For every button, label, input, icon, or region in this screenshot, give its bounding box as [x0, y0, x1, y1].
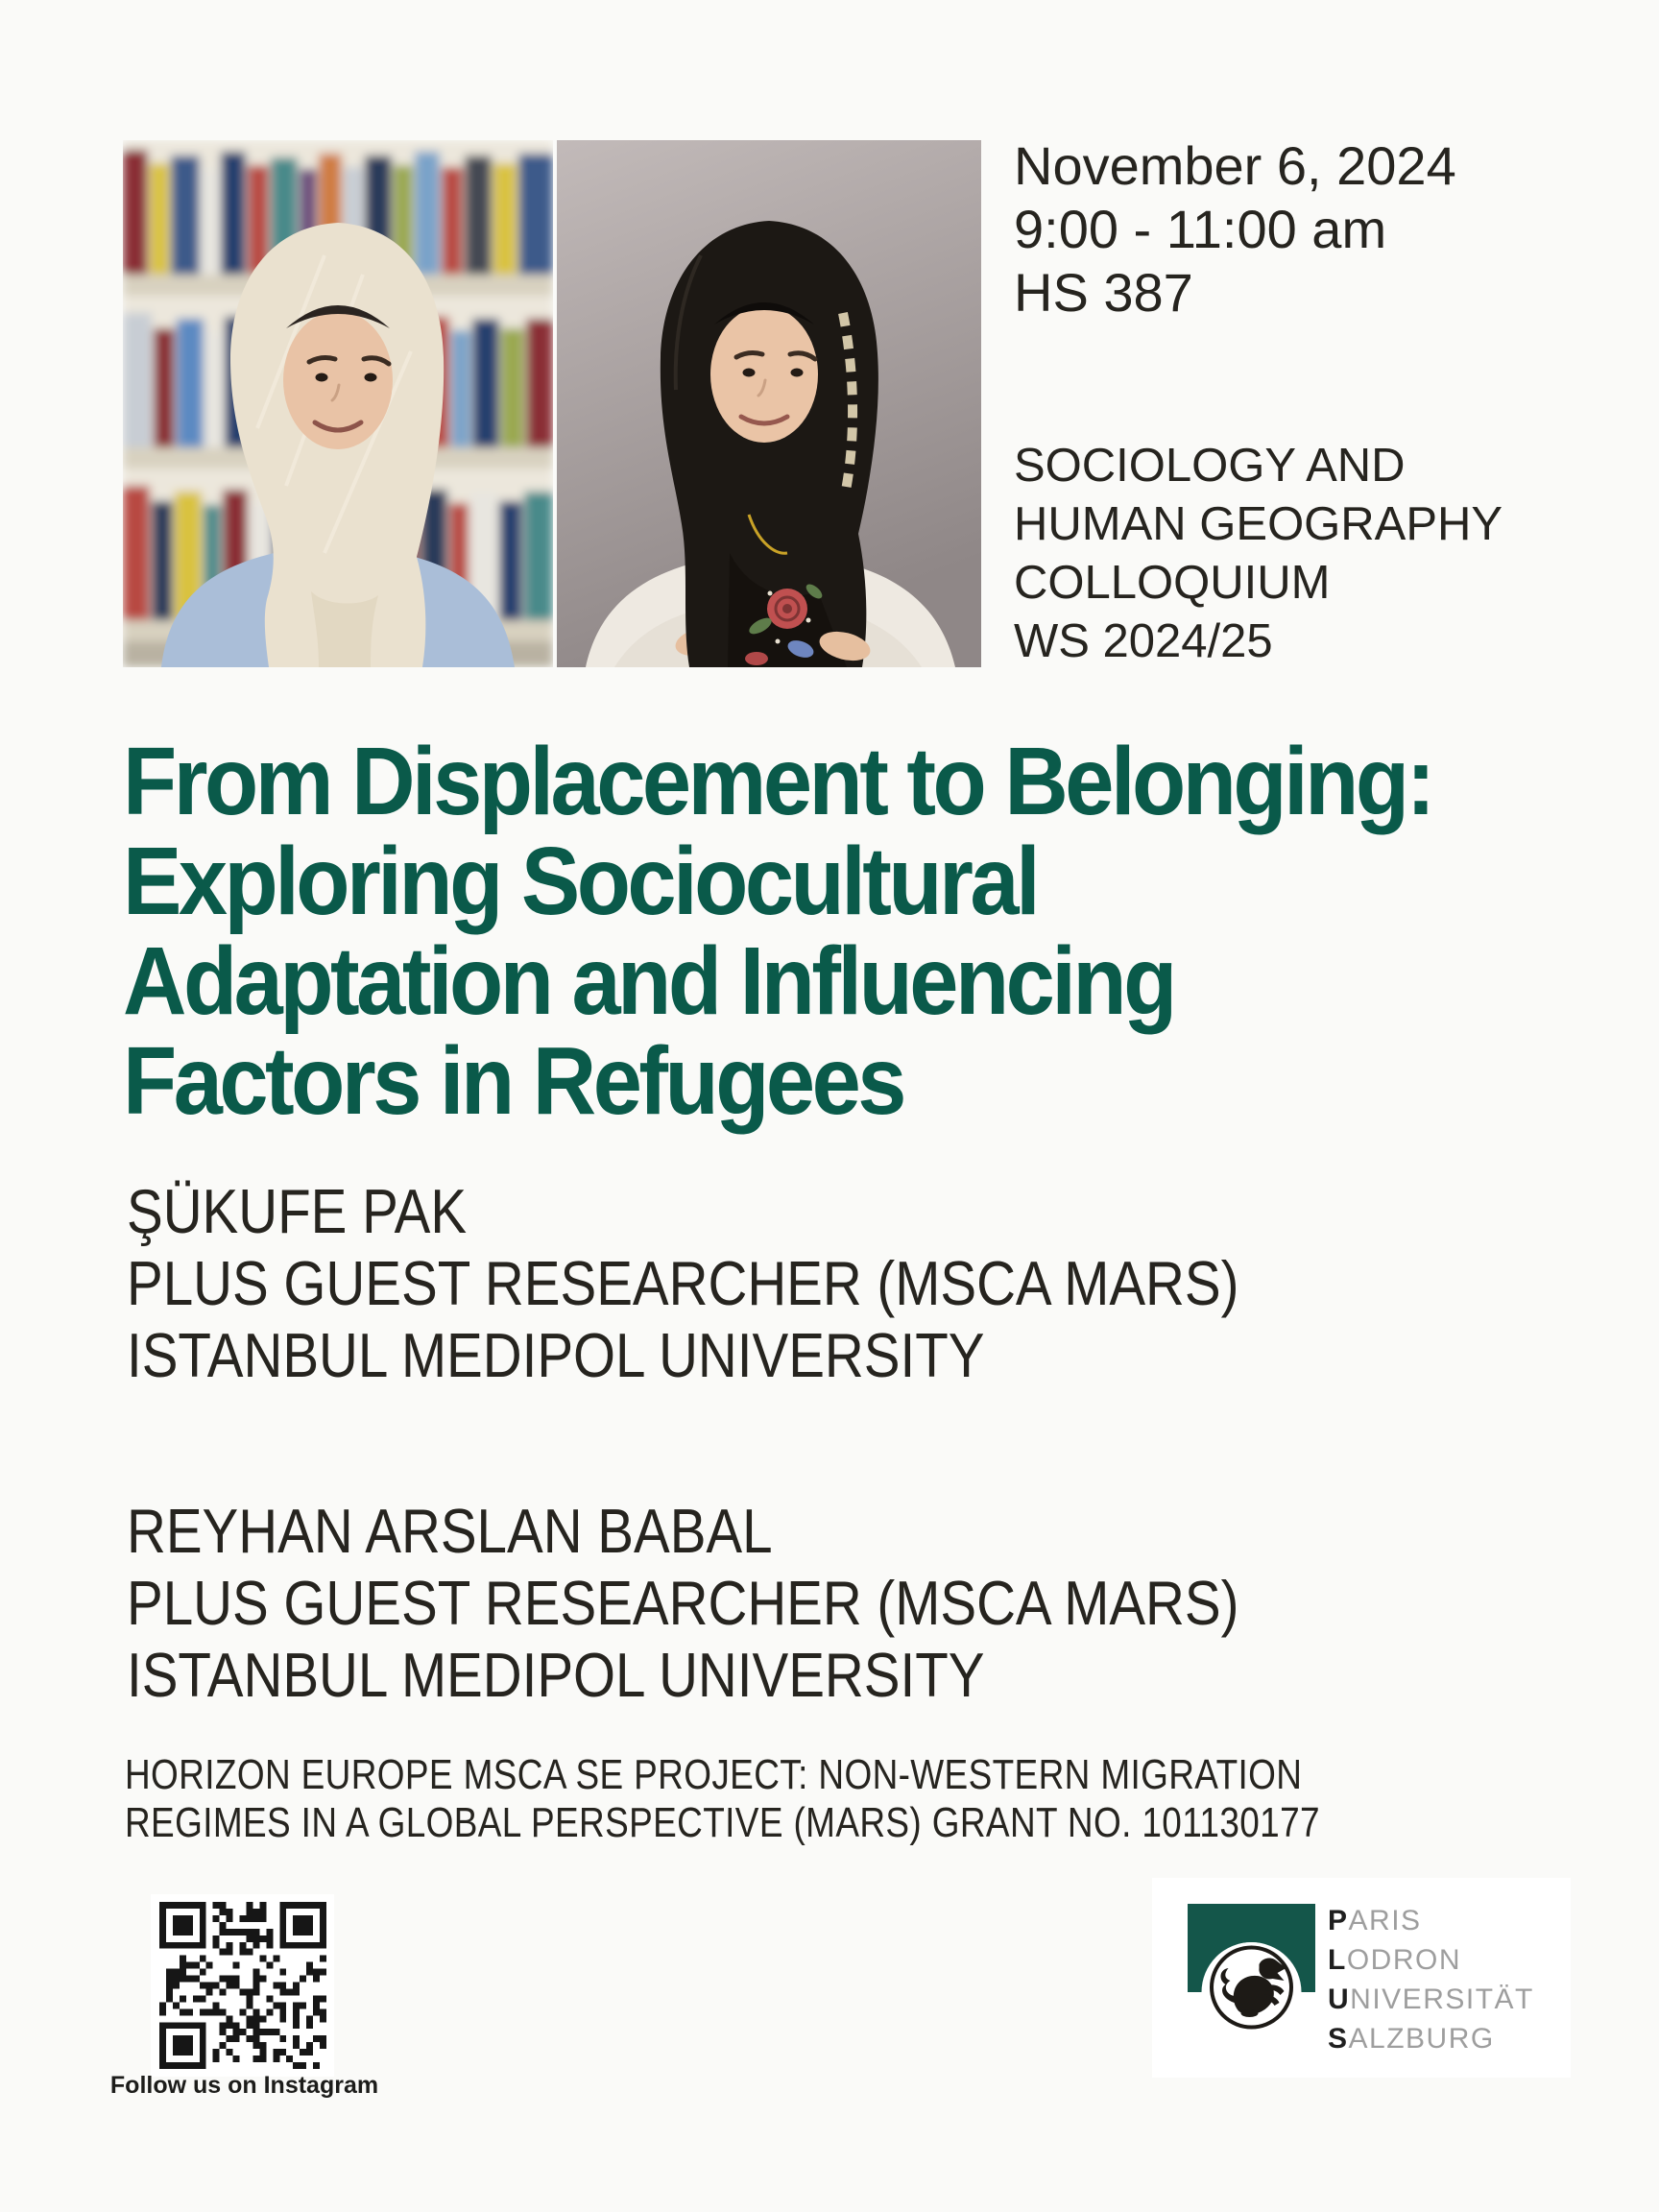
logo-line: LODRON: [1328, 1944, 1461, 1976]
speaker-2-affiliation: ISTANBUL MEDIPOL UNIVERSITY: [127, 1640, 985, 1710]
series-line: WS 2024/25: [1014, 615, 1273, 667]
title-line: Factors in Refugees: [123, 1027, 903, 1135]
qr-code-graphic: [159, 1902, 326, 2069]
photo-illustration-library: [123, 140, 553, 667]
logo-line: UNIVERSITÄT: [1328, 1984, 1534, 2015]
event-time: 9:00 - 11:00 am: [1014, 199, 1387, 259]
series-line: COLLOQUIUM: [1014, 557, 1331, 609]
title-line: Adaptation and Influencing: [123, 927, 1174, 1035]
speaker-photo-sukufe-pak: [123, 140, 553, 667]
speaker-1-affiliation: ISTANBUL MEDIPOL UNIVERSITY: [127, 1320, 985, 1390]
event-date: November 6, 2024: [1014, 135, 1456, 196]
logo-line: SALZBURG: [1328, 2023, 1495, 2055]
series-line: HUMAN GEOGRAPHY: [1014, 498, 1503, 550]
logo-line: PARIS: [1328, 1905, 1422, 1936]
speaker-2-name: REYHAN ARSLAN BABAL: [127, 1496, 773, 1566]
colloquium-series: [1014, 437, 1503, 671]
qr-code: [151, 1894, 334, 2077]
instagram-caption: Follow us on Instagram: [109, 2072, 379, 2099]
speaker-photo-reyhan-arslan-babal: [557, 140, 981, 667]
title-line: From Displacement to Belonging:: [123, 728, 1432, 835]
poster-title: [123, 728, 1432, 1135]
speaker-1-name: ŞÜKUFE PAK: [127, 1176, 468, 1246]
project-note-line: REGIMES IN A GLOBAL PERSPECTIVE (MARS) GRANT NO. 101130177: [125, 1799, 1320, 1846]
speaker-1: [127, 1175, 1238, 1391]
plus-logo-text: [1328, 1901, 1534, 2058]
event-details: [1014, 134, 1456, 325]
project-note-line: HORIZON EUROPE MSCA SE PROJECT: NON-WESTERN MIGRATION: [125, 1751, 1303, 1798]
speaker-1-role: PLUS GUEST RESEARCHER (MSCA MARS): [127, 1248, 1239, 1318]
event-room: HS 387: [1014, 262, 1193, 323]
speaker-2: [127, 1495, 1238, 1711]
series-line: SOCIOLOGY AND: [1014, 440, 1406, 492]
speaker-2-role: PLUS GUEST RESEARCHER (MSCA MARS): [127, 1568, 1239, 1638]
title-line: Exploring Sociocultural: [123, 828, 1038, 935]
project-note: [125, 1751, 1320, 1847]
plus-university-logo: [1152, 1878, 1571, 2078]
photo-illustration-studio: [557, 140, 981, 667]
